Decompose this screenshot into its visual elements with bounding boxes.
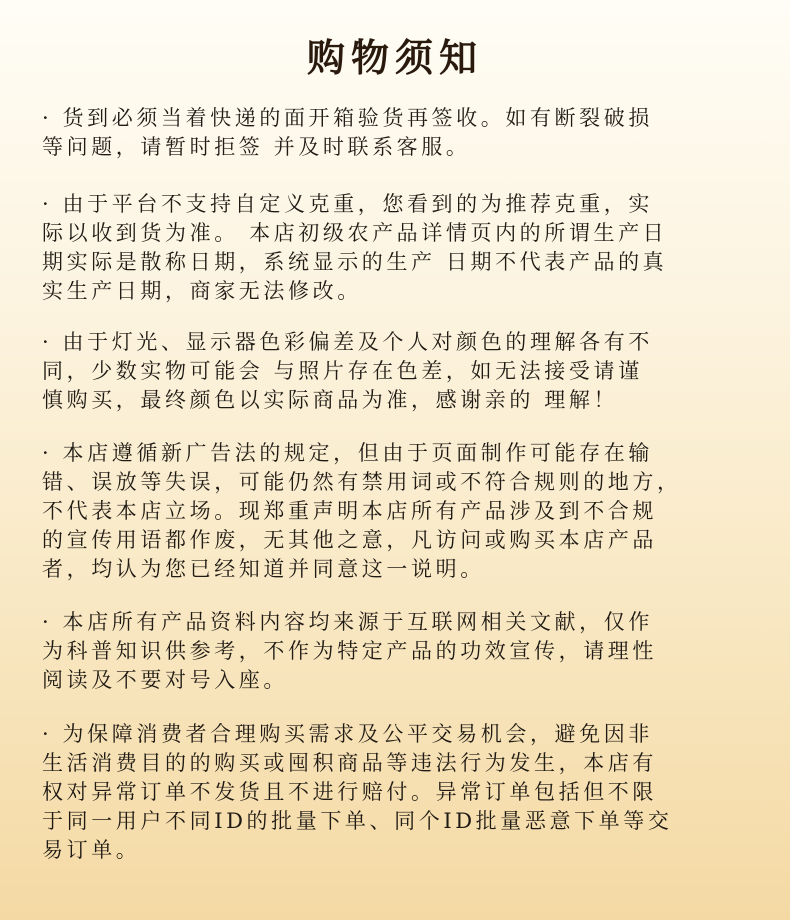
notice-abnormal-orders: · 为保障消费者合理购买需求及公平交易机会，避免因非 生活消费目的的购买或囤积商品等违法行为发生，本店有 权对异常订单不发货且不进行赔付。异常订单包括但不限 于同一用户不同ID的批量下单、同个ID批量恶意下单等交 易订单。 <box>42 722 673 862</box>
notice-inspect-on-delivery: · 货到必须当着快递的面开箱验货再签收。如有断裂破损 等问题，请暂时拒签 并及时联系客服。 <box>42 106 653 159</box>
notice-weight-and-date: · 由于平台不支持自定义克重，您看到的为推荐克重，实 际以收到货为准。 本店初级农产品详情页内的所谓生产日 期实际是散称日期，系统显示的生产 日期不代表产品的真 实生产日期，商家无法修改。 <box>42 192 668 303</box>
notice-product-information: · 本店所有产品资料内容均来源于互联网相关文献，仅作 为科普知识供参考，不作为特定产品的功效宣传，请理性 阅读及不要对号入座。 <box>42 610 657 692</box>
page-title: 购物须知 <box>306 35 483 80</box>
notice-advertising-law: · 本店遵循新广告法的规定，但由于页面制作可能存在输 错、误放等失误，可能仍然有禁用词或不符合规则的地方， 不代表本店立场。现郑重声明本店所有产品涉及到不合规 的宣传用语都作废，无其他之意，凡访问或购买本店产品 者，均认为您已经知道并同意这一说明。 <box>42 441 682 581</box>
notice-color-difference: · 由于灯光、显示器色彩偏差及个人对颜色的理解各有不 同，少数实物可能会 与照片存在色差，如无法接受请谨 慎购买，最终颜色以实际商品为准，感谢亲的 理解！ <box>42 330 653 412</box>
